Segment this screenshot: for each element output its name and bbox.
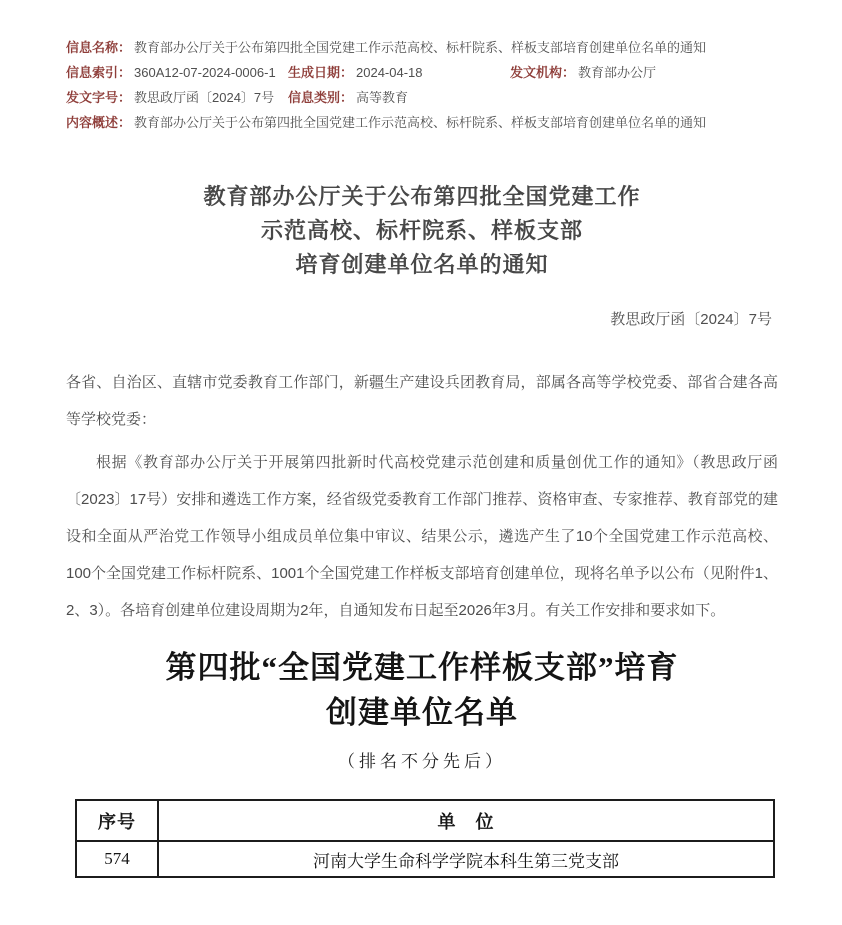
roster-cell-seq: 574 xyxy=(76,841,158,877)
meta-field-agency xyxy=(510,60,656,85)
attachment-title-line-2: 创建单位名单 xyxy=(326,695,518,730)
attachment-note: （排名不分先后） xyxy=(338,752,506,771)
roster-data-row xyxy=(76,841,774,877)
meta-label-docno: 发文字号： xyxy=(66,90,132,105)
meta-field-category xyxy=(288,85,408,110)
notice-body xyxy=(66,364,778,629)
meta-label-index: 信息索引： xyxy=(66,65,132,80)
meta-label-agency: 发文机构： xyxy=(510,65,576,80)
meta-field-docno xyxy=(66,85,288,110)
doc-number: 教思政厅函〔2024〕7号 xyxy=(610,311,772,328)
meta-value-date: 2024-04-18 xyxy=(356,65,423,80)
meta-value-agency: 教育部办公厅 xyxy=(578,65,657,80)
notice-title-line-1: 教育部办公厅关于公布第四批全国党建工作 xyxy=(203,184,641,209)
roster-header-seq: 序号 xyxy=(76,800,158,841)
meta-row-index-date-agency xyxy=(66,60,782,85)
roster-cell-unit: 河南大学生命科学学院本科生第三党支部 xyxy=(158,841,774,877)
roster-header-row xyxy=(76,800,774,841)
meta-value-index: 360A12-07-2024-0006-1 xyxy=(134,65,276,80)
meta-row-summary xyxy=(66,110,782,135)
notice-title xyxy=(66,180,778,282)
meta-field-index xyxy=(66,60,288,85)
notice-title-line-2: 示范高校、标杆院系、样板支部 xyxy=(260,218,583,243)
roster-header-unit: 单 位 xyxy=(158,800,774,841)
roster-table xyxy=(75,799,775,878)
meta-value-docno: 教思政厅函〔2024〕7号 xyxy=(134,90,275,105)
meta-label-category: 信息类别： xyxy=(288,90,354,105)
attachment-title xyxy=(66,645,778,735)
meta-row-docno-category xyxy=(66,85,782,110)
salutation-paragraph: 各省、自治区、直辖市党委教育工作部门，新疆生产建设兵团教育局，部属各高等学校党委、部省合建各高等学校党委： xyxy=(66,374,778,428)
meta-field-summary xyxy=(66,110,706,135)
meta-label-name: 信息名称： xyxy=(66,40,132,55)
meta-label-summary: 内容概述： xyxy=(66,115,132,130)
meta-row-name xyxy=(66,35,782,60)
main-paragraph: 根据《教育部办公厅关于开展第四批新时代高校党建示范创建和质量创优工作的通知》（教思政厅函〔2023〕17号）安排和遴选工作方案，经省级党委教育工作部门推荐、资格审查、专家推荐、教育部党的建设和全面从严治党工作领导小组成员单位集中审议、结果公示，遴选产生了10个全国党建工作示范高校、100个全国党建工作标杆院系、1001个全国党建工作样板支部培育创建单位，现将名单予以公布（见附件1、2、3）。各培育创建单位建设周期为2年，自通知发布日起至2026年3月。有关工作安排和要求如下。 xyxy=(66,454,778,619)
meta-field-name xyxy=(66,35,706,60)
attachment-title-line-1: 第四批“全国党建工作样板支部”培育 xyxy=(165,650,679,685)
notice-title-line-3: 培育创建单位名单的通知 xyxy=(295,252,549,277)
meta-value-summary: 教育部办公厅关于公布第四批全国党建工作示范高校、标杆院系、样板支部培育创建单位名单的通知 xyxy=(134,115,707,130)
meta-field-date xyxy=(288,60,510,85)
meta-value-name: 教育部办公厅关于公布第四批全国党建工作示范高校、标杆院系、样板支部培育创建单位名单的通知 xyxy=(134,40,707,55)
metadata-block xyxy=(66,35,782,135)
meta-value-category: 高等教育 xyxy=(356,90,409,105)
meta-label-date: 生成日期： xyxy=(288,65,354,80)
